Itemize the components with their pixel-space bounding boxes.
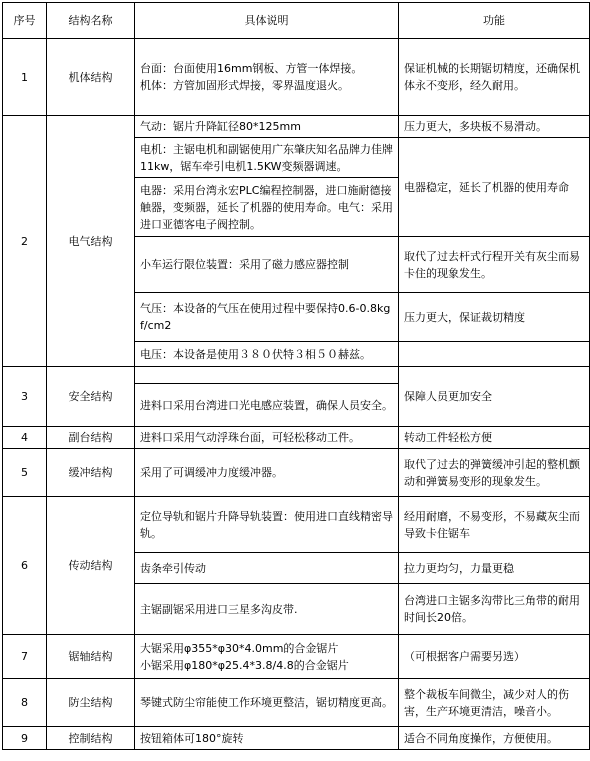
structure-description: 电压：本设备是使用３８０伏特３相５０赫兹。 [135,342,399,367]
row-number: 8 [3,679,47,727]
row-number: 7 [3,635,47,679]
structure-description: 进料口采用气动浮珠台面，可轻松移动工件。 [135,427,399,449]
header-name: 结构名称 [47,3,135,39]
structure-name: 锯轴结构 [47,635,135,679]
structure-spec-table [2,2,590,750]
structure-function: 适合不同角度操作，方便使用。 [399,727,590,750]
row-number: 5 [3,449,47,497]
structure-description: 主锯副锯采用进口三星多沟皮带. [135,584,399,635]
structure-name: 传动结构 [47,497,135,635]
row-number: 3 [3,367,47,427]
structure-function: 转动工件轻松方便 [399,427,590,449]
description-line: 小锯采用φ180*φ25.4*3.8/4.8的合金锯片 [140,658,349,672]
structure-name: 副台结构 [47,427,135,449]
structure-description: 电机：主锯电机和副锯使用广东肇庆知名品牌力佳牌11kw，锯车牵引电机1.5KW变频器调速。 [135,138,399,178]
row-number: 6 [3,497,47,635]
structure-description [135,367,399,384]
table-row [3,367,590,384]
structure-function: 取代了过去的弹簧缓冲引起的整机颤动和弹簧易变形的现象发生。 [399,449,590,497]
table-row [3,449,590,497]
structure-description [135,39,399,116]
structure-description: 电器：采用台湾永宏PLC编程控制器，进口施耐德接触器，变频器，延长了机器的使用寿命。电气：采用进口亚德客电子阀控制。 [135,178,399,237]
row-number: 2 [3,116,47,367]
structure-function: 电器稳定，延长了机器的使用寿命 [399,138,590,237]
structure-function: 台湾进口主锯多沟带比三角带的耐用时间长20倍。 [399,584,590,635]
structure-description [135,635,399,679]
header-func: 功能 [399,3,590,39]
table-row [3,679,590,727]
structure-function: 保障人员更加安全 [399,367,590,427]
structure-function: 取代了过去杆式行程开关有灰尘而易卡住的现象发生。 [399,237,590,293]
table-row [3,427,590,449]
description-line: 大锯采用φ355*φ30*4.0mm的合金锯片 [140,641,339,655]
table-row [3,116,590,138]
table-row [3,39,590,116]
structure-function: （可根据客户需要另选） [399,635,590,679]
structure-function [399,342,590,367]
structure-name: 安全结构 [47,367,135,427]
structure-name: 机体结构 [47,39,135,116]
structure-description: 琴键式防尘帘能使工作环境更整洁，锯切精度更高。 [135,679,399,727]
structure-description: 小车运行限位装置：采用了磁力感应器控制 [135,237,399,293]
structure-function: 压力更大，保证裁切精度 [399,293,590,342]
structure-name: 缓冲结构 [47,449,135,497]
row-number: 9 [3,727,47,750]
header-row [3,3,590,39]
structure-function: 经用耐磨，不易变形，不易藏灰尘而导致卡住锯车 [399,497,590,553]
structure-description: 采用了可调缓冲力度缓冲器。 [135,449,399,497]
structure-description: 按钮箱体可180°旋转 [135,727,399,750]
structure-description: 气动：锯片升降缸径80*125mm [135,116,399,138]
structure-name: 控制结构 [47,727,135,750]
structure-description: 进料口采用台湾进口光电感应装置，确保人员安全。 [135,384,399,427]
row-number: 1 [3,39,47,116]
structure-description: 定位导轨和锯片升降导轨装置：使用进口直线精密导轨。 [135,497,399,553]
header-desc: 具体说明 [135,3,399,39]
table-row [3,727,590,750]
structure-name: 防尘结构 [47,679,135,727]
structure-description: 气压：本设备的气压在使用过程中要保持0.6-0.8kgf/cm2 [135,293,399,342]
structure-function: 保证机械的长期锯切精度，还确保机体永不变形，经久耐用。 [399,39,590,116]
table-row [3,635,590,679]
structure-name: 电气结构 [47,116,135,367]
structure-description: 齿条牵引传动 [135,553,399,584]
header-no: 序号 [3,3,47,39]
structure-function: 压力更大，多块板不易滑动。 [399,116,590,138]
structure-function: 拉力更均匀，力量更稳 [399,553,590,584]
row-number: 4 [3,427,47,449]
structure-function: 整个裁板车间微尘，减少对人的伤害，生产环境更清洁，噪音小。 [399,679,590,727]
description-line: 台面：台面使用16mm钢板、方管一体焊接。 [140,62,363,75]
table-row [3,497,590,553]
description-line: 机体：方管加固形式焊接，零界温度退火。 [140,79,349,92]
